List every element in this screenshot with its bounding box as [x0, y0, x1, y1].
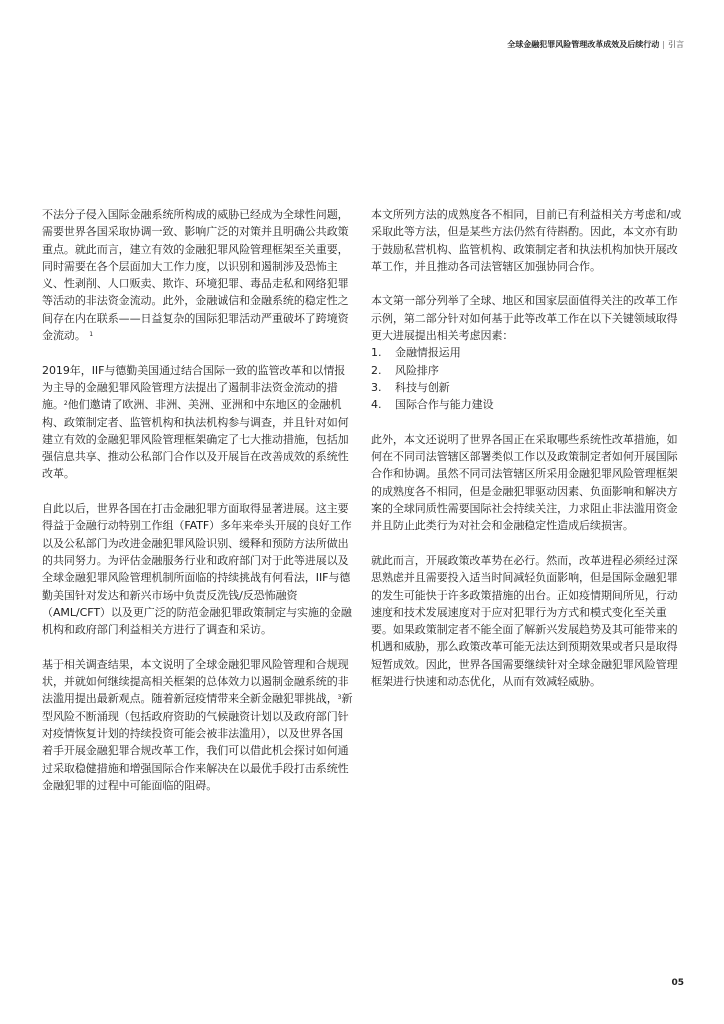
footnote-ref-3[interactable]: 3 — [337, 694, 342, 702]
paragraph-progress — [42, 500, 354, 638]
list-item: 3. 科技与创新 — [371, 380, 450, 394]
paragraph-maturity: 本文所列方法的成熟度各不相同，目前已有利益相关方考虑和/或采取此等方法，但是某些方法仍然有待斟酌。因此，本文亦有助于鼓励私营机构、监管机构、政策制定者和执法机构加快开展改革工作，并且推动各司法管辖区加强协同合作。 — [371, 208, 682, 273]
paragraph-systemic-reform: 此外，本文还说明了世界各国正在采取哪些系统性改革措施，如何在不同司法管辖区部署类似工作以及政策制定者如何开展国际合作和协调。虽然不同司法管辖区所采用金融犯罪风险管理框架的成熟度各不相同，但是金融犯罪驱动因素、负面影响和解决方案的全球同质性需要国际社会持续关注，力求阻止非法滥用资金并且防止此类行为对社会和金融稳定性造成后续损害。 — [371, 432, 678, 533]
paragraph-survey-results — [42, 656, 354, 794]
footnote-ref-2[interactable]: 2 — [63, 400, 68, 408]
paragraph-structure: 本文第一部分列举了全球、地区和国家层面值得关注的改革工作示例，第二部分针对如何基于此等改革工作在以下关键领域取得更大进展提出相关考虑因素： — [371, 294, 678, 343]
key-areas-list — [371, 344, 683, 413]
header-title: 全球金融犯罪风险管理改革成效及后续行动 — [507, 40, 660, 49]
list-item: 4. 国际合作与能力建设 — [371, 398, 494, 412]
paragraph-text: 自此以后，世界各国在打击金融犯罪方面取得显著进展。这主要得益于金融行动特别工作组（FATF）多年来牵头开展的良好工作以及公私部门为改进金融犯罪风险识别、缓释和预防方法所做出的共同努力。为评估金融服务行业和政府部门对于此等进展以及全球金融犯罪风险管理机制所面临的持续挑战有何看法，IIF与德勤美国针对发达和新兴市场中负责反洗钱/反恐怖融资（AML/CFT）以及更广泛的防范金融犯罪政策制定与实施的金融机构和政府部门利益相关方进行了调查和采访。 — [42, 502, 352, 637]
footnote-ref-1[interactable]: 1 — [89, 331, 94, 339]
running-header — [507, 39, 684, 50]
page-number: 05 — [671, 978, 684, 988]
paragraph-intro — [42, 206, 354, 344]
paragraph-2019 — [42, 362, 354, 483]
right-column — [371, 206, 683, 708]
left-column — [42, 206, 354, 811]
header-section: 引言 — [668, 40, 684, 49]
list-item: 2. 风险排序 — [371, 363, 439, 377]
header-separator: | — [662, 40, 665, 49]
paragraph-text: 他们邀请了欧洲、非洲、美洲、亚洲和中东地区的金融机构、政策制定者、监管机构和执法机构参与调查，并且针对如何建立有效的金融犯罪风险管理框架确定了七大推动措施，包括加强信息共享、推动公私部门合作以及开展旨在改善成效的系统性改革。 — [42, 398, 349, 481]
list-item: 1. 金融情报运用 — [371, 346, 461, 360]
paragraph-text: 基于相关调查结果，本文说明了全球金融犯罪风险管理和合规现状，并就如何继续提高相关框架的总体效力以遏制金融系统的非法滥用提出最新观点。随着新冠疫情带来全新金融犯罪挑战， — [42, 657, 349, 706]
paragraph-text: 新型风险不断涌现（包括政府资助的气候融资计划以及政府部门针对疫情恢复计划的持续投资可能会被非法滥用），以及世界各国着手开展金融犯罪合规改革工作，我们可以借此机会探讨如何通过采取稳健措施和增强国际合作来解决在以最优手段打击系统性金融犯罪的过程中可能面临的阻碍。 — [42, 692, 353, 792]
paragraph-text: 不法分子侵入国际金融系统所构成的威胁已经成为全球性问题，需要世界各国采取协调一致、影响广泛的对策并且明确公共政策重点。就此而言，建立有效的金融犯罪风险管理框架至关重要，同时需要在各个层面加大工作力度，以识别和遏制涉及恐怖主义、性剥削、人口贩卖、欺诈、环境犯罪、毒品走私和网络犯罪等活动的非法资金流动。此外，金融诚信和金融系统的稳定性之间存在内在联系——日益复杂的国际犯罪活动严重破坏了跨境资金流动。 — [42, 208, 349, 343]
paragraph-policy-reform: 就此而言，开展政策改革势在必行。然而，改革进程必须经过深思熟虑并且需要投入适当时间减轻负面影响，但是国际金融犯罪的发生可能快于许多政策措施的出台。正如疫情期间所见，行动速度和技术发展速度对于应对犯罪行为方式和模式变化至关重要。如果政策制定者不能全面了解新兴发展趋势及其可能带来的机遇和威胁，那么政策改革可能无法达到预期效果或者只是取得短暂成效。因此，世界各国需要继续针对全球金融犯罪风险管理框架进行快速和动态优化，从而有效减轻威胁。 — [371, 553, 678, 689]
paragraph-text: 2019年，IIF与德勤美国通过结合国际一致的监管改革和以情报为主导的金融犯罪风险管理方法提出了遏制非法资金流动的措施。 — [42, 363, 346, 412]
